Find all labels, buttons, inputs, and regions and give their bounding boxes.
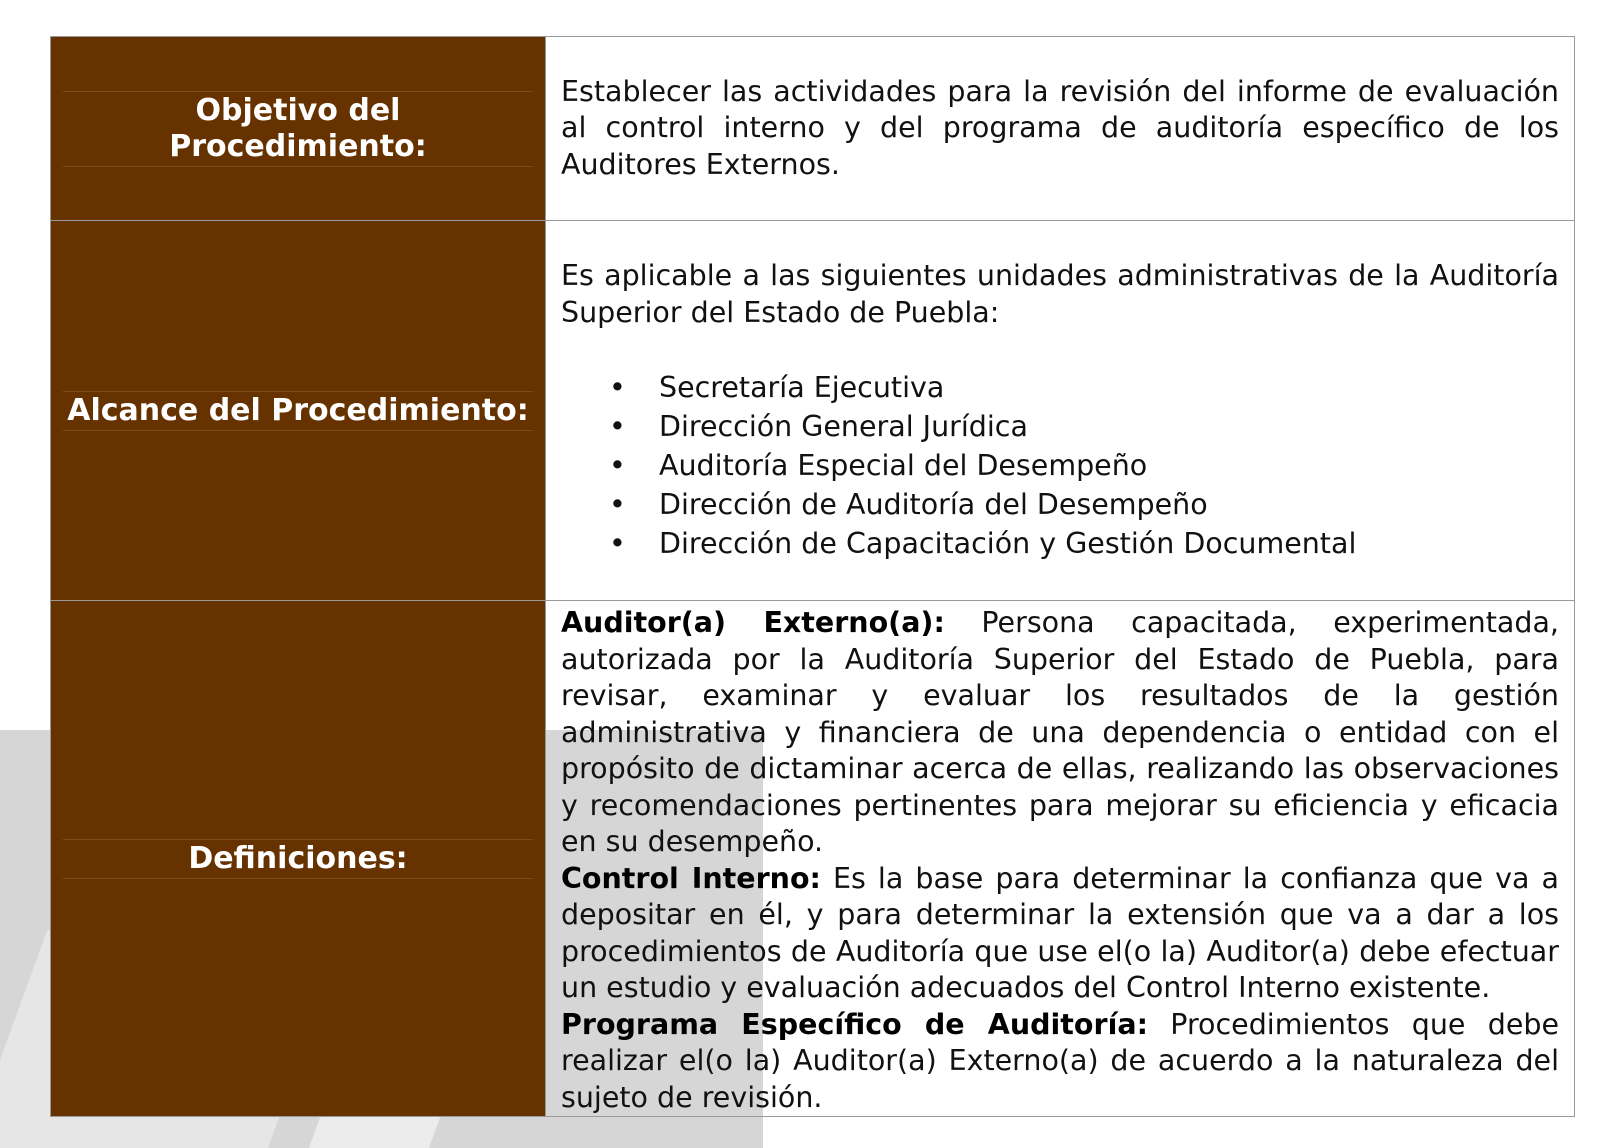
definitions-list — [561, 605, 1559, 1116]
list-item: • Dirección General Jurídica — [659, 407, 1559, 446]
row-label-objetivo: Objetivo del Procedimiento: — [63, 91, 533, 167]
bullet-icon: • — [609, 371, 626, 404]
definition-item — [561, 605, 1559, 861]
unidades-list — [561, 368, 1559, 563]
definition-item — [561, 1007, 1559, 1117]
procedure-table — [50, 36, 1575, 1117]
content-cell — [546, 221, 1575, 601]
list-item: • Dirección de Capacitación y Gestión Documental — [659, 524, 1559, 563]
definition-text: Persona capacitada, experimentada, autorizada por la Auditoría Superior del Estado de Puebla, para revisar, examinar y evaluar los resultados de la gestión administrativa y financiera de una dependencia o entidad con el propósito de dictaminar acerca de ellas, realizando las observaciones y recomendaciones pertinentes para mejorar su eficiencia y eficacia en su desempeño. — [561, 606, 1559, 858]
table-row-objetivo — [51, 37, 1575, 221]
content-cell — [546, 601, 1575, 1117]
row-label-alcance: Alcance del Procedimiento: — [63, 391, 533, 431]
label-cell — [51, 601, 546, 1117]
table-row-alcance — [51, 221, 1575, 601]
list-item: • Auditoría Especial del Desempeño — [659, 446, 1559, 485]
list-item: • Dirección de Auditoría del Desempeño — [659, 485, 1559, 524]
label-cell — [51, 37, 546, 221]
label-cell — [51, 221, 546, 601]
definition-term: Auditor(a) Externo(a): — [561, 606, 945, 639]
definition-term: Programa Específico de Auditoría: — [561, 1007, 1148, 1041]
list-item: • Secretaría Ejecutiva — [659, 368, 1559, 407]
definition-item — [561, 861, 1559, 1007]
definition-text: Es la base para determinar la confianza que va a depositar en él, y para determinar la extensión que va a dar a los procedimientos de Auditoría que use el(o la) Auditor(a) debe efectuar un estudio y evaluación adecuados del Control Interno existente. — [561, 861, 1559, 1004]
bullet-icon: • — [609, 488, 626, 521]
content-cell — [546, 37, 1575, 221]
bullet-icon: • — [609, 527, 626, 560]
bullet-icon: • — [609, 410, 626, 443]
table-row-definiciones — [51, 601, 1575, 1117]
objetivo-text: Establecer las actividades para la revisión del informe de evaluación al control interno y del programa de auditoría específico de los Auditores Externos. — [561, 74, 1559, 181]
bullet-icon: • — [609, 449, 626, 482]
alcance-text: Es aplicable a las siguientes unidades administrativas de la Auditoría Superior del Estado de Puebla: — [561, 259, 1559, 329]
row-label-definiciones: Definiciones: — [63, 839, 533, 879]
definition-term: Control Interno: — [561, 861, 821, 895]
definition-text: Procedimientos que debe realizar el(o la) Auditor(a) Externo(a) de acuerdo a la naturaleza del sujeto de revisión. — [561, 1007, 1559, 1114]
